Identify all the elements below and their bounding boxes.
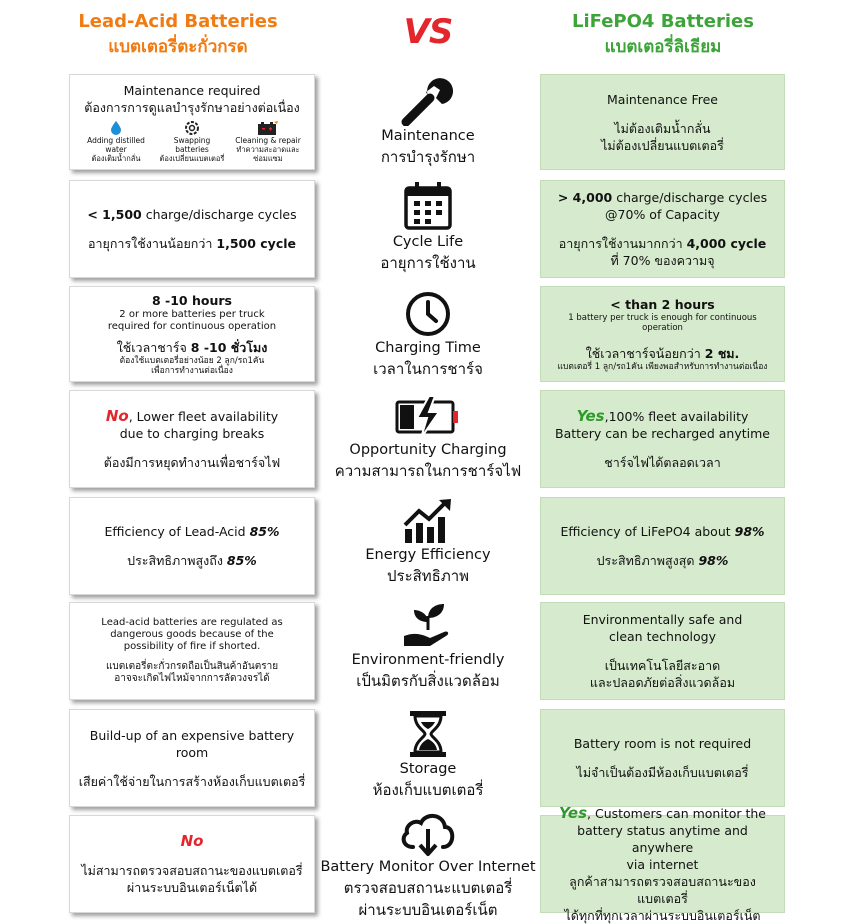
card-text: Efficiency of Lead-Acid: [104, 524, 250, 539]
card-text-thai: ประสิทธิภาพสูงถึง: [127, 553, 227, 568]
hourglass-icon: [406, 709, 450, 759]
category-title-thai: เวลาในการชาร์จ: [373, 360, 483, 378]
category-title-thai: ตรวจสอบสถานะแบตเตอรี่: [343, 879, 513, 897]
card-value: 85%: [249, 524, 280, 539]
card-text: ,100% fleet availability: [604, 408, 749, 424]
subitem-label-thai: ทำความสะอาดและซ่อมแซม: [236, 144, 300, 163]
vs-label: VS: [403, 12, 453, 52]
lead-acid-environment-card: [69, 602, 315, 700]
card-value: 98%: [734, 524, 765, 539]
card-text-thai: ชาร์จไฟได้ตลอดเวลา: [604, 454, 721, 470]
card-text-thai: ผ่านระบบอินเตอร์เน็ตได้: [126, 879, 258, 895]
lifepo4-title: LiFePO4 Batteries: [572, 11, 754, 32]
category-title: Storage: [399, 761, 457, 777]
card-text: Maintenance Free: [607, 91, 718, 107]
card-value: 1,500 cycle: [216, 236, 296, 251]
category-title-thai: ผ่านระบบอินเตอร์เน็ต: [358, 901, 498, 919]
card-text-thai: อายุการใช้งานมากกว่า: [558, 236, 687, 251]
card-text-thai: ต้องใช้แบตเตอรี่อย่างน้อย 2 ลูก/รถ1คัน: [119, 356, 265, 366]
calendar-icon: [402, 180, 454, 232]
category-title-thai: ความสามารถในการชาร์จไฟ: [334, 462, 522, 480]
card-value: < than 2 hours: [610, 297, 715, 312]
card-text-thai: ใช้เวลาชาร์จ: [116, 340, 191, 355]
category-title: Charging Time: [375, 340, 481, 356]
category-title-thai: ประสิทธิภาพ: [386, 567, 470, 585]
subitem-label: Adding distilled water: [87, 135, 145, 154]
card-text: , Lower fleet availability: [128, 408, 279, 424]
card-text-thai: ที่ 70% ของความจุ: [610, 253, 715, 268]
lifepo4-charging-card: [540, 286, 785, 382]
lead-acid-header: [58, 10, 298, 60]
maintenance-category: [318, 74, 538, 168]
maintenance-subitem: [232, 120, 304, 163]
storage-category: [318, 709, 538, 801]
card-text: Efficiency of LiFePO4 about: [560, 524, 735, 539]
card-value: 2 ชม.: [704, 346, 740, 361]
card-value: 98%: [698, 553, 729, 568]
cycle-life-category: [318, 180, 538, 274]
card-text-thai: ไม่สามารถตรวจสอบสถานะของแบตเตอรี่: [81, 862, 303, 878]
lead-acid-monitor-card: [69, 815, 315, 913]
card-text: Build-up of an expensive battery room: [89, 727, 295, 760]
cloud-download-icon: [397, 811, 459, 857]
card-text-thai: อายุการใช้งานน้อยกว่า: [88, 236, 217, 251]
no-flag: No: [105, 406, 129, 425]
card-text: Battery room is not required: [573, 736, 752, 751]
card-text: dangerous goods because of the: [110, 629, 274, 640]
card-text-thai: ได้ทุกที่ทุกเวลาผ่านระบบอินเตอร์เน็ต: [564, 907, 761, 923]
lifepo4-header: [548, 10, 778, 60]
maintenance-subitem: [80, 120, 152, 163]
card-value: 8 -10 ชั่วโมง: [190, 340, 268, 355]
category-title-thai: การบำรุงรักษา: [380, 148, 476, 166]
card-text-thai: เป็นเทคโนโลยีสะอาด: [604, 658, 721, 673]
subitem-label-thai: ต้องเติมน้ำกลั่น: [91, 153, 141, 163]
card-text-thai: ต้องมีการหยุดทำงานเพื่อชาร์จไฟ: [103, 454, 281, 470]
lead-acid-title: Lead-Acid Batteries: [78, 11, 278, 32]
card-text-thai: ต้องการการดูแลบำรุงรักษาอย่างต่อเนื่อง: [84, 99, 300, 115]
card-text-thai: เพื่อการทำงานต่อเนื่อง: [151, 366, 233, 376]
lifepo4-efficiency-card: [540, 497, 785, 595]
charging-time-category: [318, 290, 538, 380]
card-text: Environmentally safe and: [582, 612, 743, 627]
card-value: 85%: [226, 553, 257, 568]
card-text: possibility of fire if shorted.: [123, 641, 261, 652]
opportunity-charging-category: [318, 394, 538, 482]
lead-acid-title-thai: แบตเตอรี่ตะกั่วกรด: [108, 37, 248, 57]
card-value: 8 -10 hours: [152, 293, 232, 308]
category-title: Opportunity Charging: [349, 442, 507, 458]
card-text: via internet: [626, 856, 699, 872]
card-text: due to charging breaks: [119, 425, 265, 441]
lead-acid-charging-card: [69, 286, 315, 382]
category-title-thai: เป็นมิตรกับสิ่งแวดล้อม: [356, 672, 500, 690]
clock-icon: [404, 290, 452, 338]
water-drop-icon: [109, 120, 123, 136]
card-value: < 1,500: [87, 207, 142, 222]
lead-acid-cycle-card: [69, 180, 315, 278]
card-text: Lead-acid batteries are regulated as: [101, 617, 283, 628]
card-text: Maintenance required: [123, 82, 261, 98]
battery-repair-icon: [256, 120, 280, 136]
subitem-label: Swapping batteries: [173, 135, 211, 154]
card-text-thai: ประสิทธิภาพสูงสุด: [596, 553, 699, 568]
card-text: Battery can be recharged anytime: [555, 425, 770, 441]
subitem-label: Cleaning & repair: [235, 135, 301, 145]
lifepo4-monitor-card: [540, 803, 785, 923]
card-text-thai: แบตเตอรี่ตะกั่วกรดถือเป็นสินค้าอันตราย: [105, 661, 279, 672]
lifepo4-maintenance-card: [540, 74, 785, 170]
maintenance-subitems: [78, 120, 306, 163]
card-text: 2 or more batteries per truck: [119, 309, 265, 320]
yes-flag: Yes: [576, 406, 605, 425]
category-title: Energy Efficiency: [365, 547, 491, 563]
lead-acid-storage-card: [69, 709, 315, 807]
lightning-battery-icon: [393, 394, 463, 440]
card-text: 1 battery per truck is enough for continuous operation: [568, 313, 757, 333]
category-title: Battery Monitor Over Internet: [320, 859, 536, 875]
card-text-thai: และปลอดภัยต่อสิ่งแวดล้อม: [589, 675, 736, 690]
category-title: Cycle Life: [392, 234, 464, 250]
category-title: Environment-friendly: [351, 652, 505, 668]
wrench-icon: [398, 74, 458, 126]
card-text-thai: ไม่ต้องเติมน้ำกลั่น: [614, 120, 711, 136]
lifepo4-cycle-card: [540, 180, 785, 278]
category-title-thai: ห้องเก็บแบตเตอรี่: [372, 781, 484, 799]
card-text-thai: เสียค่าใช้จ่ายในการสร้างห้องเก็บแบตเตอรี่: [78, 773, 306, 789]
lead-acid-opportunity-card: [69, 390, 315, 488]
card-text: required for continuous operation: [107, 321, 277, 332]
category-title-thai: อายุการใช้งาน: [380, 254, 476, 272]
card-text-thai: อาจจะเกิดไฟไหม้จากการลัดวงจรได้: [114, 673, 270, 684]
card-text: charge/discharge cycles: [612, 190, 768, 205]
growth-chart-icon: [401, 497, 455, 545]
lead-acid-maintenance-card: [69, 74, 315, 170]
card-text: clean technology: [608, 629, 716, 644]
swap-gear-icon: [183, 120, 201, 136]
card-text-thai: ไม่ต้องเปลี่ยนแบตเตอรี่: [601, 137, 724, 153]
lifepo4-environment-card: [540, 602, 785, 700]
category-title: Maintenance: [381, 128, 475, 144]
card-text: @70% of Capacity: [605, 207, 720, 222]
lifepo4-opportunity-card: [540, 390, 785, 488]
card-text-thai: ลูกค้าสามารถตรวจสอบสถานะของแบตเตอรี่: [569, 873, 756, 906]
card-text-thai: ไม่จำเป็นต้องมีห้องเก็บแบตเตอรี่: [576, 765, 749, 780]
card-text-thai: ใช้เวลาชาร์จน้อยกว่า: [585, 346, 705, 361]
yes-flag: Yes: [558, 803, 588, 822]
maintenance-subitem: [156, 120, 228, 163]
card-value: 4,000 cycle: [686, 236, 767, 251]
card-text: charge/discharge cycles: [141, 207, 297, 222]
plant-hand-icon: [400, 600, 456, 650]
lead-acid-efficiency-card: [69, 497, 315, 595]
battery-monitor-category: [318, 811, 538, 921]
environment-category: [318, 600, 538, 692]
lifepo4-title-thai: แบตเตอรี่ลิเธียม: [604, 37, 722, 57]
energy-efficiency-category: [318, 497, 538, 587]
card-text-thai: แบตเตอรี่ 1 ลูก/รถ1คัน เพียงพอสำหรับการทำงานต่อเนื่อง: [557, 362, 768, 372]
subitem-label-thai: ต้องเปลี่ยนแบตเตอรี่: [159, 153, 225, 163]
lifepo4-storage-card: [540, 709, 785, 807]
card-text: battery status anytime and anywhere: [577, 822, 748, 855]
no-flag: No: [180, 831, 204, 850]
card-text: , Customers can monitor the: [587, 805, 766, 821]
card-value: > 4,000: [557, 190, 613, 205]
